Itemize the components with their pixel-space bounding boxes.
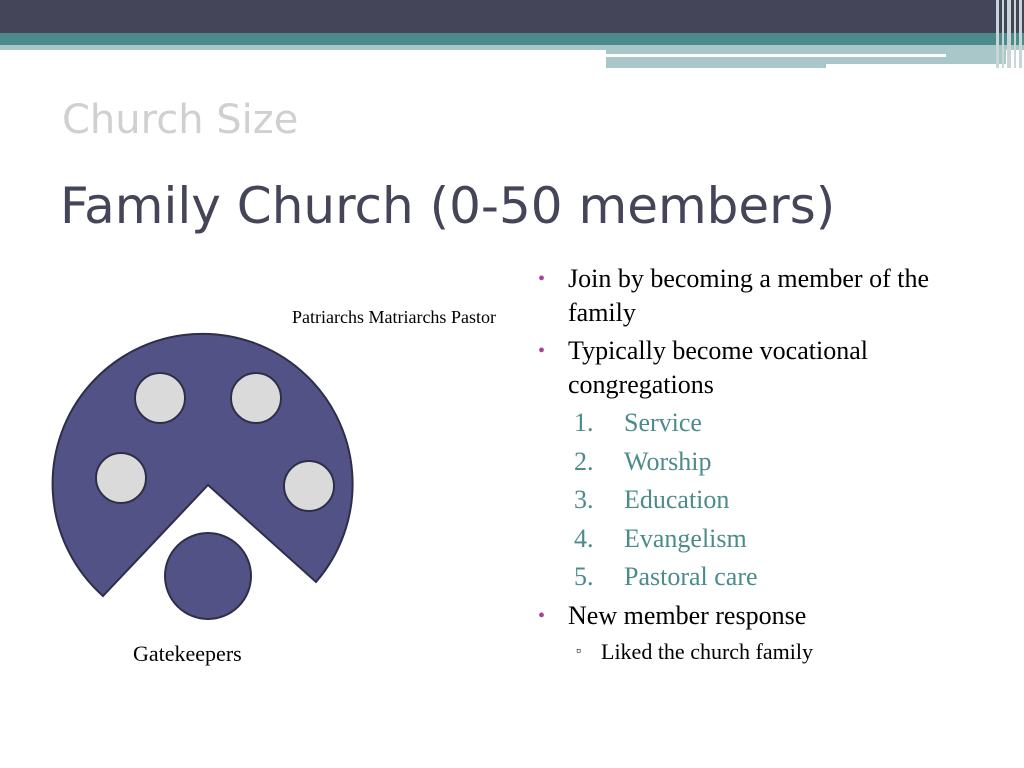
numbered-item xyxy=(536,445,996,479)
header-vertical-stripes xyxy=(994,0,1024,68)
bullet-list xyxy=(536,262,996,667)
item-text: Pastoral care xyxy=(624,562,758,591)
numbered-item xyxy=(536,522,996,556)
gatekeepers-label: Gatekeepers xyxy=(133,641,242,666)
item-number: 2. xyxy=(574,446,594,476)
member-circle-right xyxy=(284,461,334,511)
item-text: Service xyxy=(624,408,702,437)
numbered-item xyxy=(536,406,996,440)
sub-bullet-text: Liked the church family xyxy=(601,638,813,664)
header-band-accent-short xyxy=(606,64,826,68)
bullet-dot-icon: • xyxy=(538,604,546,627)
member-circle-left xyxy=(96,453,146,503)
gatekeeper-circle xyxy=(165,533,251,619)
item-number: 3. xyxy=(574,485,594,514)
item-text: Worship xyxy=(624,446,712,476)
slide-title: Family Church (0-50 members) xyxy=(60,177,836,235)
bullet-item xyxy=(536,334,996,402)
item-text: Evangelism xyxy=(624,523,747,553)
bullet-text: New member response xyxy=(568,600,807,630)
header-band-dark xyxy=(0,0,1024,33)
item-number: 1. xyxy=(574,408,594,437)
bullet-item xyxy=(536,262,996,330)
member-circle-top-right xyxy=(231,373,281,423)
header-band-white-line xyxy=(606,54,946,57)
header-band-accent xyxy=(606,50,1006,64)
header-band-teal xyxy=(0,33,1024,45)
bullet-dot-icon: • xyxy=(538,268,546,290)
sub-bullet-item xyxy=(536,637,996,667)
bullet-dot-icon: • xyxy=(538,340,546,362)
item-text: Education xyxy=(624,485,730,514)
slide-subtitle: Church Size xyxy=(62,97,299,143)
member-circle-top-left xyxy=(135,373,185,423)
leaders-label xyxy=(292,305,502,329)
leaders-label-text: Patriarchs Matriarchs Pastor xyxy=(292,307,496,327)
numbered-item xyxy=(536,483,996,517)
family-church-diagram xyxy=(0,290,520,690)
numbered-item xyxy=(536,560,996,594)
bullet-text: Typically become vocational congregations xyxy=(568,336,868,399)
bullet-item xyxy=(536,599,996,633)
bullet-text: Join by becoming a member of the family xyxy=(568,264,930,327)
item-number: 5. xyxy=(574,562,594,591)
square-bullet-icon: ▫ xyxy=(576,643,581,659)
item-number: 4. xyxy=(574,523,594,553)
